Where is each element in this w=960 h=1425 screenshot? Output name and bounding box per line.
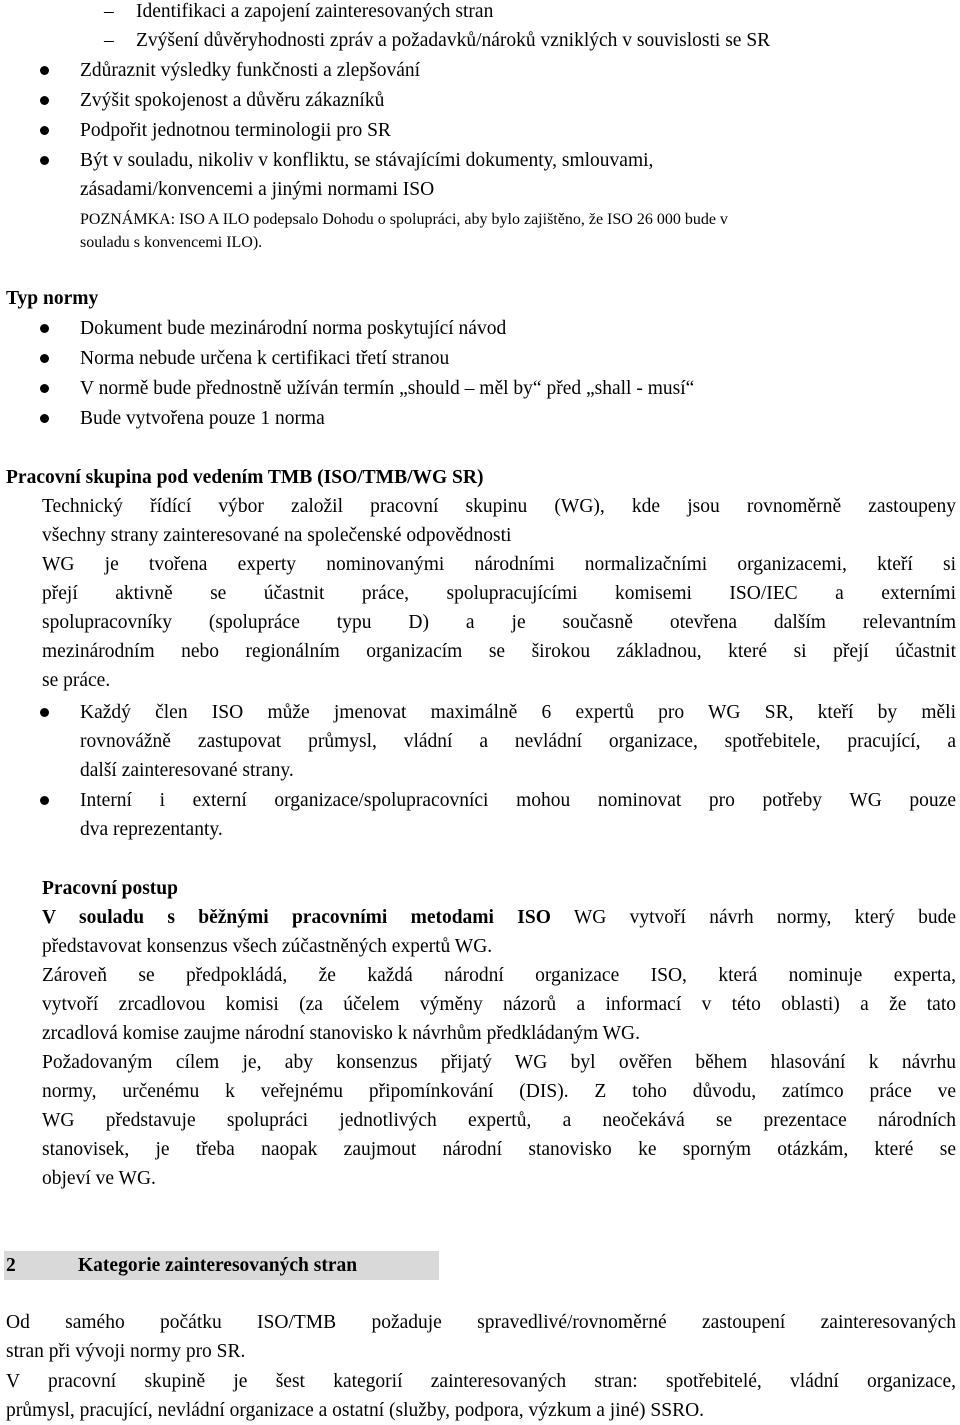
bold-lead: V souladu s běžnými pracovními metodami ISO bbox=[42, 907, 551, 928]
section-heading: Pracovní skupina pod vedením TMB (ISO/TMB/WG SR) bbox=[6, 467, 484, 488]
list-item: V normě bude přednostně užíván termín „should – měl by“ před „shall - musí“ bbox=[80, 378, 695, 399]
paragraph-line: představovat konsenzus všech zúčastněných expertů WG. bbox=[42, 936, 493, 957]
paragraph-line: stanovisek, je třeba naopak zaujmout národní stanovisko ke sporným otázkám, které se bbox=[42, 1139, 956, 1160]
note-text: POZNÁMKA: ISO A ILO podepsalo Dohodu o spolupráci, aby bylo zajištěno, že ISO 26 000 bude v bbox=[80, 211, 728, 228]
list-item: Interní i externí organizace/spolupracovníci mohou nominovat pro potřeby WG pouze bbox=[80, 790, 956, 811]
bullet-icon bbox=[40, 796, 49, 805]
paragraph-line: Požadovaným cílem je, aby konsenzus přijatý WG byl ověřen během hlasování k návrhu bbox=[42, 1052, 956, 1073]
dash-marker: – bbox=[104, 1, 114, 22]
paragraph-line: Technický řídící výbor založil pracovní skupinu (WG), kde jsou rovnoměrně zastoupeny bbox=[42, 496, 956, 517]
paragraph-line: vytvoří zrcadlovou komisi (za účelem výměny názorů a informací v této oblasti) a že tato bbox=[42, 994, 956, 1015]
paragraph-line: mezinárodním nebo regionálním organizacím se širokou základnou, které si přejí účastnit bbox=[42, 641, 956, 662]
list-item-continuation: zásadami/konvencemi a jinými normami ISO bbox=[80, 179, 435, 200]
list-item-continuation: rovnovážně zastupovat průmysl, vládní a nevládní organizace, spotřebitele, pracující, a bbox=[80, 731, 956, 752]
paragraph-text: WG vytvoří návrh normy, který bude bbox=[550, 907, 956, 928]
list-item: Zvýšit spokojenost a důvěru zákazníků bbox=[80, 90, 385, 111]
bullet-icon bbox=[40, 66, 49, 75]
list-item-continuation: dva reprezentanty. bbox=[80, 819, 223, 840]
paragraph-line: objeví ve WG. bbox=[42, 1168, 156, 1189]
paragraph-line: WG je tvořena experty nominovanými národními normalizačními organizacemi, kteří si bbox=[42, 554, 956, 575]
section-title: Kategorie zainteresovaných stran bbox=[78, 1255, 358, 1276]
note-text: souladu s konvencemi ILO). bbox=[80, 234, 263, 251]
paragraph-line: spolupracovníky (spolupráce typu D) a je současně otevřena dalším relevantním bbox=[42, 612, 956, 633]
paragraph-line: se práce. bbox=[42, 670, 111, 691]
paragraph-line: Od samého počátku ISO/TMB požaduje spravedlivé/rovnoměrné zastoupení zainteresovaných bbox=[6, 1312, 956, 1333]
paragraph-line: stran při vývoji normy pro SR. bbox=[6, 1341, 246, 1362]
section-heading: Typ normy bbox=[6, 288, 99, 309]
section-2-heading bbox=[4, 1251, 439, 1280]
section-heading: Pracovní postup bbox=[42, 878, 178, 899]
bullet-icon bbox=[40, 126, 49, 135]
list-item: Dokument bude mezinárodní norma poskytující návod bbox=[80, 318, 507, 339]
bullet-icon bbox=[40, 708, 49, 717]
paragraph-line: průmysl, pracující, nevládní organizace a ostatní (služby, podpora, výzkum a jiné) SSRO. bbox=[6, 1400, 705, 1421]
dash-item: Identifikaci a zapojení zainteresovaných stran bbox=[136, 1, 494, 22]
bullet-icon bbox=[40, 354, 49, 363]
bullet-icon bbox=[40, 324, 49, 333]
bullet-icon bbox=[40, 96, 49, 105]
paragraph-line: všechny strany zainteresované na společenské odpovědnosti bbox=[42, 525, 512, 546]
list-item: Bude vytvořena pouze 1 norma bbox=[80, 408, 325, 429]
paragraph-line: přejí aktivně se účastnit práce, spolupracujícími komisemi ISO/IEC a externími bbox=[42, 583, 956, 604]
dash-item: Zvýšení důvěryhodnosti zpráv a požadavků/nároků vzniklých v souvislosti se SR bbox=[136, 30, 771, 51]
bullet-icon bbox=[40, 156, 49, 165]
dash-marker: – bbox=[104, 30, 114, 51]
paragraph-line: Zároveň se předpokládá, že každá národní organizace ISO, která nominuje experta, bbox=[42, 965, 956, 986]
paragraph-line bbox=[42, 903, 956, 932]
bullet-icon bbox=[40, 414, 49, 423]
paragraph-line: zrcadlová komise zaujme národní stanovisko k návrhům předkládaným WG. bbox=[42, 1023, 641, 1044]
paragraph-line: normy, určenému k veřejnému připomínkování (DIS). Z toho důvodu, zatímco práce ve bbox=[42, 1081, 956, 1102]
section-number: 2 bbox=[6, 1255, 16, 1276]
list-item: Zdůraznit výsledky funkčnosti a zlepšování bbox=[80, 60, 421, 81]
bullet-icon bbox=[40, 384, 49, 393]
list-item-continuation: další zainteresované strany. bbox=[80, 760, 294, 781]
paragraph-line: WG představuje spolupráci jednotlivých expertů, a neočekává se prezentace národních bbox=[42, 1110, 956, 1131]
list-item: Norma nebude určena k certifikaci třetí stranou bbox=[80, 348, 450, 369]
list-item: Být v souladu, nikoliv v konfliktu, se stávajícími dokumenty, smlouvami, bbox=[80, 150, 654, 171]
list-item: Každý člen ISO může jmenovat maximálně 6 expertů pro WG SR, kteří by měli bbox=[80, 702, 956, 723]
paragraph-line: V pracovní skupině je šest kategorií zainteresovaných stran: spotřebitelé, vládní organizace, bbox=[6, 1371, 956, 1392]
list-item: Podpořit jednotnou terminologii pro SR bbox=[80, 120, 391, 141]
